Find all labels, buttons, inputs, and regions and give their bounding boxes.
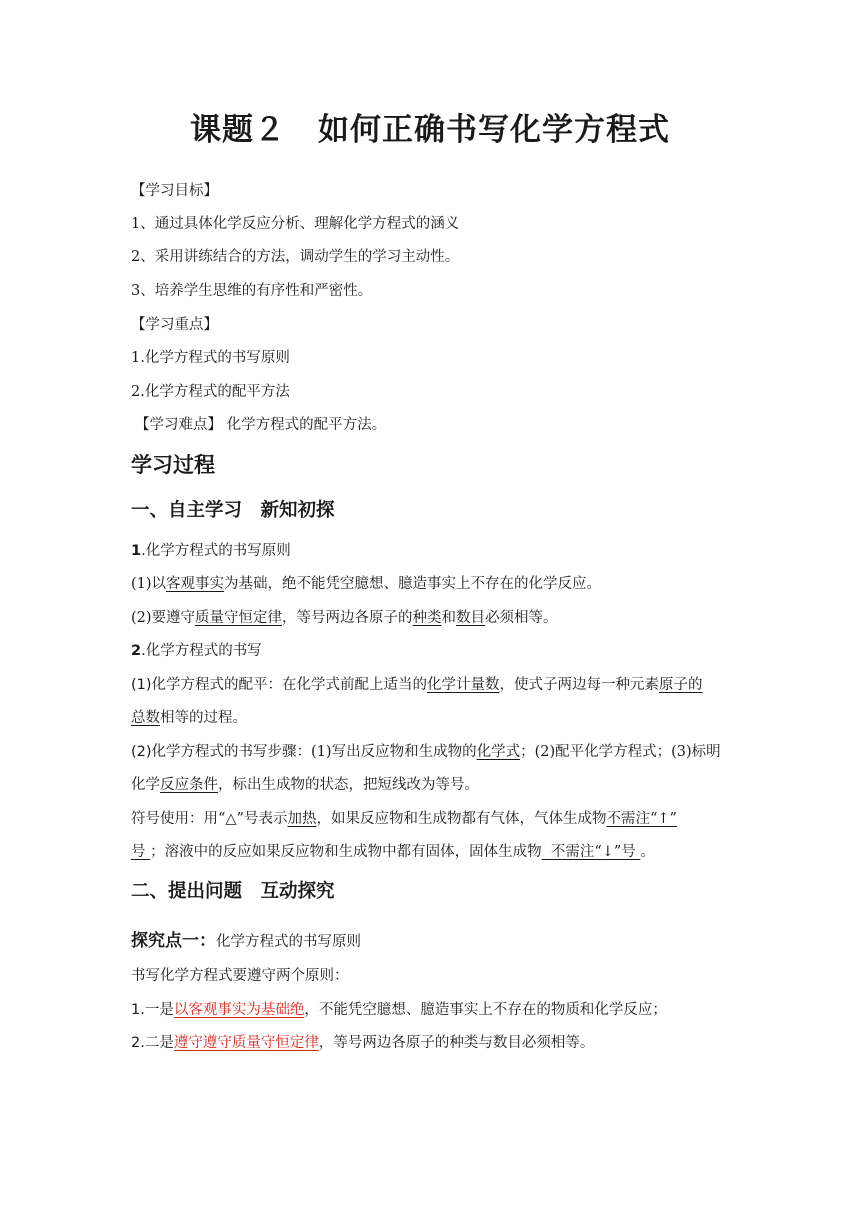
rules-intro: 书写化学方程式要遵守两个原则： <box>131 968 349 984</box>
process-heading: 学习过程 <box>131 453 215 477</box>
answer-blank: 总数 <box>131 710 160 726</box>
answer-blank: 种类 <box>412 610 442 626</box>
text: ，标出生成物的状态，把短线改为等号。 <box>218 777 479 793</box>
text: 2.二是 <box>131 1035 174 1051</box>
text: 相等的过程。 <box>160 710 247 726</box>
text: ；溶液中的反应如果反应物和生成物中都有固体，固体生成物 <box>150 844 542 860</box>
difficulty-line <box>135 413 386 434</box>
symbols-line-1 <box>131 807 677 828</box>
objectives-heading: 【学习目标】 <box>131 183 218 199</box>
steps-line-1 <box>131 740 721 761</box>
principle-line-2 <box>131 606 558 627</box>
text: ，如果反应物和生成物都有气体，气体生成物 <box>316 811 607 827</box>
point1-title <box>131 539 291 560</box>
point1-num: 1 <box>131 543 142 559</box>
text: 必须相等。 <box>485 610 558 626</box>
answer-blank: 号 <box>131 844 151 860</box>
explore-text: 化学方程式的书写原则 <box>216 934 361 950</box>
answer-blank: 加热 <box>287 811 317 827</box>
text: ，等号两边各原子的种类与数目必须相等。 <box>318 1035 595 1051</box>
text: 1.一是 <box>131 1002 174 1018</box>
answer-blank: 不需注“↓”号 <box>541 844 641 860</box>
rule-line-1 <box>131 998 667 1019</box>
rule-line-2 <box>131 1031 594 1052</box>
text: 化学 <box>131 777 160 793</box>
difficulty-text: 化学方程式的配平方法。 <box>222 417 387 433</box>
keypoints-heading: 【学习重点】 <box>131 317 218 333</box>
answer-blank: 不需注“↑” <box>606 811 677 827</box>
section2-heading: 二、提出问题 互动探究 <box>131 881 335 902</box>
objective-item-3: 3、培养学生思维的有序性和严密性。 <box>131 283 373 299</box>
explore-label: 探究点一： <box>131 931 216 951</box>
difficulty-label: 【学习难点】 <box>135 417 222 433</box>
answer-red: 以客观事实为基础绝 <box>173 1002 305 1018</box>
text: 和 <box>441 610 457 626</box>
text: (2)要遵守 <box>131 610 196 626</box>
answer-blank: 化学式 <box>476 744 521 760</box>
text: ；(2)配平化学方程式；(3)标明 <box>520 744 721 760</box>
symbols-label: 符号使用 <box>131 811 189 827</box>
page-title: 课题２ 如何正确书写化学方程式 <box>190 112 670 148</box>
text: 为基础，绝不能凭空臆想、臆造事实上不存在的化学反应。 <box>224 576 602 592</box>
answer-blank: 原子的 <box>659 677 703 693</box>
answer-blank: 反应条件 <box>160 777 218 793</box>
point1-title-text: .化学方程式的书写原则 <box>141 543 291 559</box>
text: ：(1)写出反应物和生成物的 <box>296 744 477 760</box>
keypoint-item-2: 2.化学方程式的配平方法 <box>131 384 290 400</box>
objective-item-2: 2、采用讲练结合的方法，调动学生的学习主动性。 <box>131 249 460 265</box>
text: ：用“△”号表示 <box>189 811 288 827</box>
answer-blank: 化学计量数 <box>427 677 500 693</box>
text: 。 <box>640 844 655 860</box>
steps-line-2 <box>131 773 479 794</box>
keypoint-item-1: 1.化学方程式的书写原则 <box>131 350 290 366</box>
answer-blank: 数目 <box>456 610 486 626</box>
steps-label: (2)化学方程式的书写步骤 <box>131 744 297 760</box>
text: ：在化学式前配上适当的 <box>267 677 428 693</box>
answer-blank: 客观事实 <box>166 576 225 592</box>
answer-blank: 质量守恒定律 <box>195 610 283 626</box>
section1-heading: 一、自主学习 新知初探 <box>131 500 335 521</box>
text: ，不能凭空臆想、臆造事实上不存在的物质和化学反应； <box>304 1002 667 1018</box>
symbols-line-2 <box>131 840 655 861</box>
point2-title <box>131 639 262 660</box>
point2-title-text: .化学方程式的书写 <box>141 643 262 659</box>
balancing-line-1 <box>131 673 703 694</box>
text: ，使式子两边每一种元素 <box>499 677 660 693</box>
point2-num: 2 <box>131 643 142 659</box>
balancing-line-2 <box>131 706 247 727</box>
objective-item-1: 1、通过具体化学反应分析、理解化学方程式的涵义 <box>131 216 460 232</box>
balancing-label: (1)化学方程式的配平 <box>131 677 268 693</box>
answer-red: 遵守遵守质量守恒定律 <box>173 1035 319 1051</box>
explore-point-line <box>131 926 361 951</box>
text: (1)以 <box>131 576 167 592</box>
text: ，等号两边各原子的 <box>282 610 413 626</box>
principle-line-1 <box>131 572 601 593</box>
